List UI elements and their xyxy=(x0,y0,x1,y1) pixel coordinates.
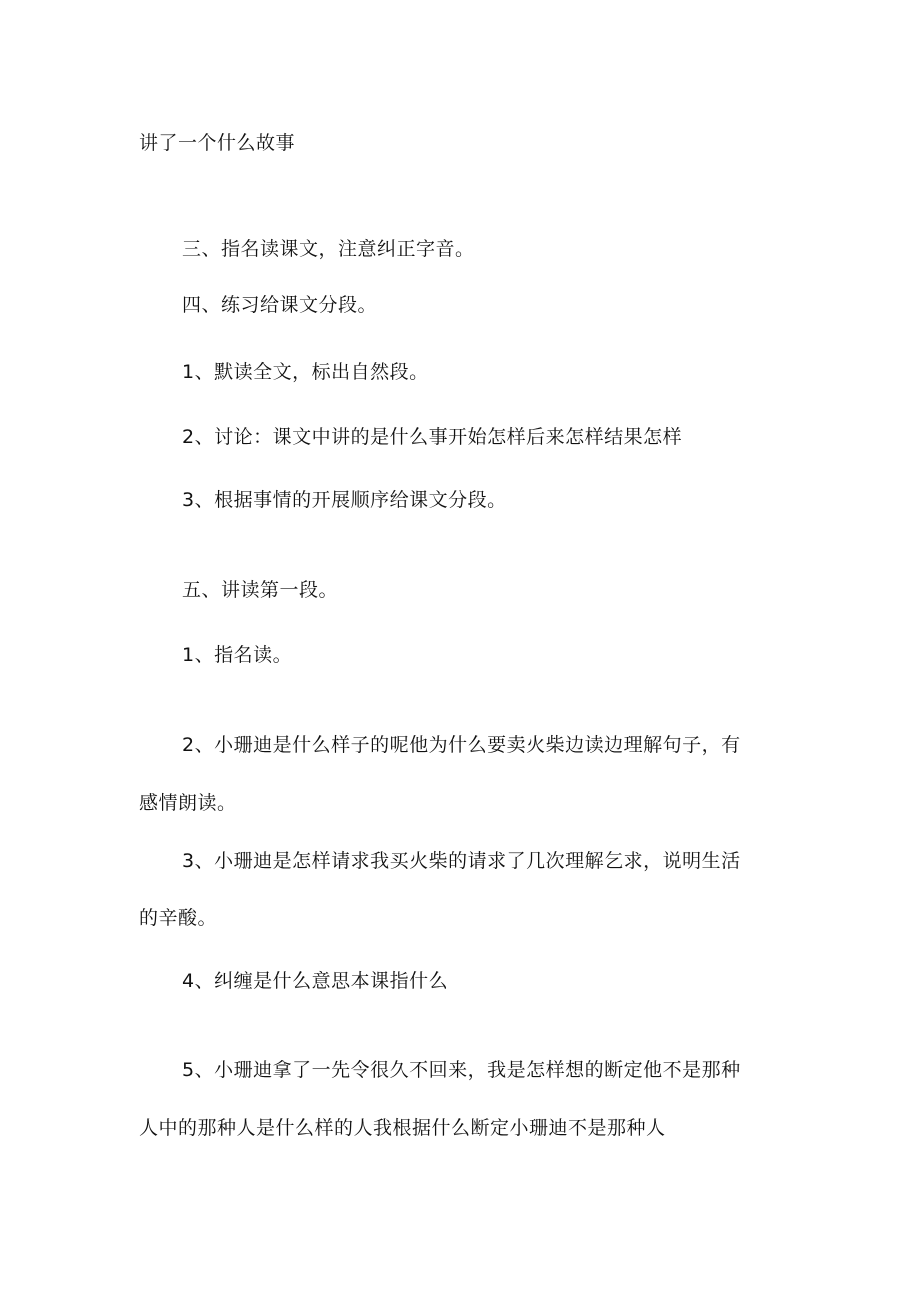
section-heading: 四、练习给课文分段。 xyxy=(182,294,378,316)
list-item: 2、讨论：课文中讲的是什么事开始怎样后来怎样结果怎样 xyxy=(182,426,683,448)
list-item-continuation: 人中的那种人是什么样的人我根据什么断定小珊迪不是那种人 xyxy=(139,1117,666,1139)
list-item: 1、默读全文，标出自然段。 xyxy=(182,361,429,383)
section-heading: 五、讲读第一段。 xyxy=(182,579,339,601)
list-item: 3、根据事情的开展顺序给课文分段。 xyxy=(182,489,507,511)
list-item: 1、指名读。 xyxy=(182,644,293,666)
list-item: 5、小珊迪拿了一先令很久不回来，我是怎样想的断定他不是那种 xyxy=(182,1059,741,1081)
section-heading: 三、指名读课文，注意纠正字音。 xyxy=(182,238,475,260)
list-item: 4、纠缠是什么意思本课指什么 xyxy=(182,970,449,992)
list-item: 3、小珊迪是怎样请求我买火柴的请求了几次理解乞求，说明生活 xyxy=(182,850,741,872)
list-item-continuation: 的辛酸。 xyxy=(139,907,218,929)
list-item-continuation: 感情朗读。 xyxy=(139,792,237,814)
list-item: 2、小珊迪是什么样子的呢他为什么要卖火柴边读边理解句子，有 xyxy=(182,734,741,756)
text-line: 讲了一个什么故事 xyxy=(139,132,296,154)
